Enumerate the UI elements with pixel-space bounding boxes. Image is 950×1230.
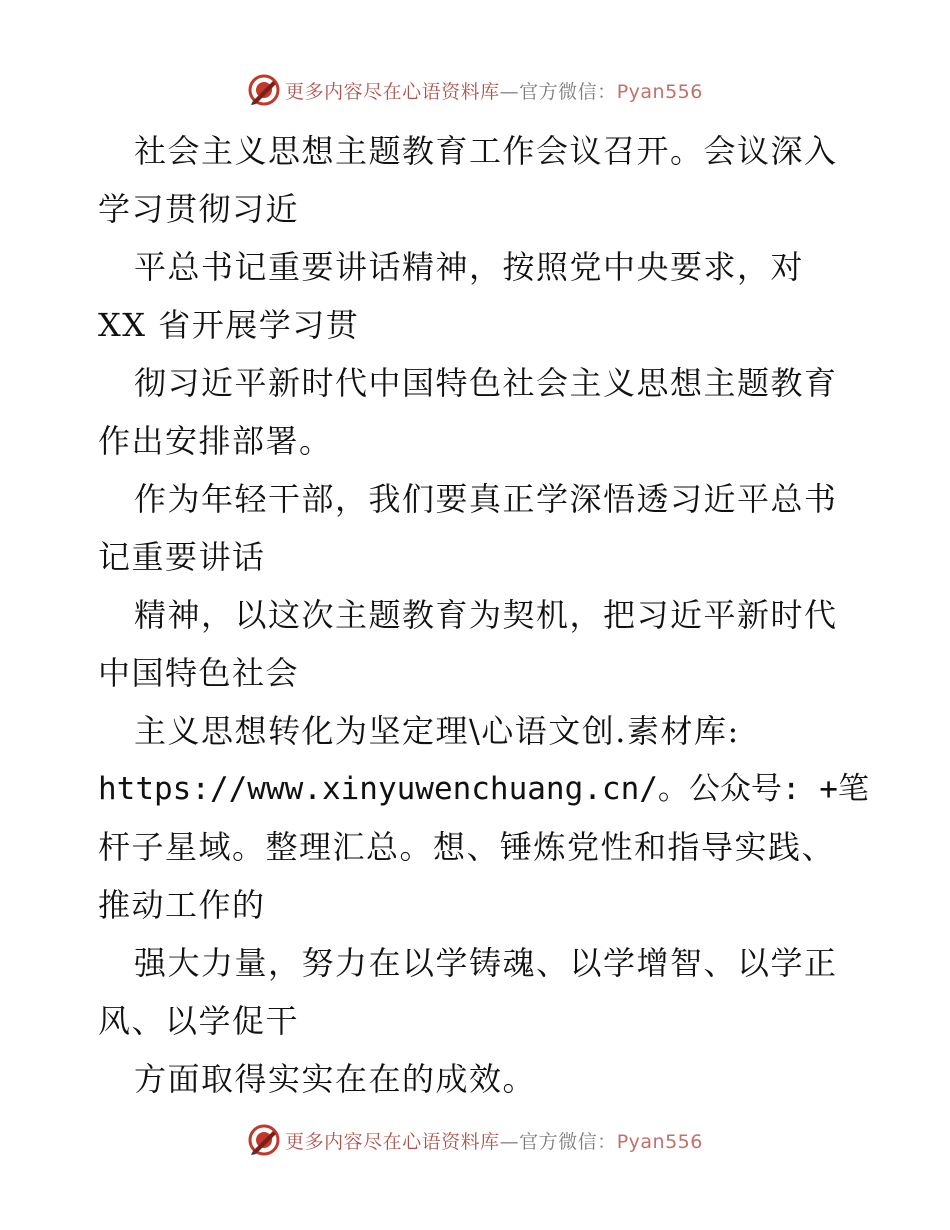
text-line: XX 省开展学习贯 [98,306,360,344]
text-line-url: https://www.xinyuwenchuang.cn/。公众号: +笔 [98,771,869,807]
pen-logo-icon [247,1123,281,1157]
text-line: 推动工作的 [98,886,266,924]
text-line: 杆子星域。整理汇总。想、锤炼党性和指导实践、 [98,828,836,866]
text-line: 强大力量，努力在以学铸魂、以学增智、以学正 [134,944,838,982]
text-line: 学习贯彻习近 [98,190,300,228]
document-body [98,122,868,1108]
text-line: 精神，以这次主题教育为契机，把习近平新时代 [134,596,838,634]
footer-banner [0,1120,950,1160]
banner-wechat-id: Pyan556 [616,80,703,103]
text-line: 平总书记重要讲话精神，按照党中央要求，对 [134,248,805,286]
text-line: 风、以学促干 [98,1002,300,1040]
banner-prefix: 更多内容尽在心语资料库 [285,80,500,103]
text-line: 作为年轻干部，我们要真正学深悟透习近平总书 [134,480,838,518]
banner-dash: — [499,1130,520,1153]
banner-official: 官方微信： [519,1130,617,1153]
text-line: 方面取得实实在在的成效。 [134,1060,537,1098]
footer-banner-text [285,1127,703,1154]
banner-prefix: 更多内容尽在心语资料库 [285,1130,500,1153]
banner-wechat-id: Pyan556 [616,1130,703,1153]
text-line: 社会主义思想主题教育工作会议召开。会议深入 [134,132,838,170]
pen-logo-icon [247,73,281,107]
header-banner-text [285,77,703,104]
banner-dash: — [499,80,520,103]
text-line: 作出安排部署。 [98,422,333,460]
banner-official: 官方微信： [519,80,617,103]
text-line: 记重要讲话 [98,538,266,576]
text-line: 彻习近平新时代中国特色社会主义思想主题教育 [134,364,838,402]
text-line: 主义思想转化为坚定理\心语文创.素材库: [134,712,740,750]
header-banner [0,70,950,110]
text-line: 中国特色社会 [98,654,300,692]
